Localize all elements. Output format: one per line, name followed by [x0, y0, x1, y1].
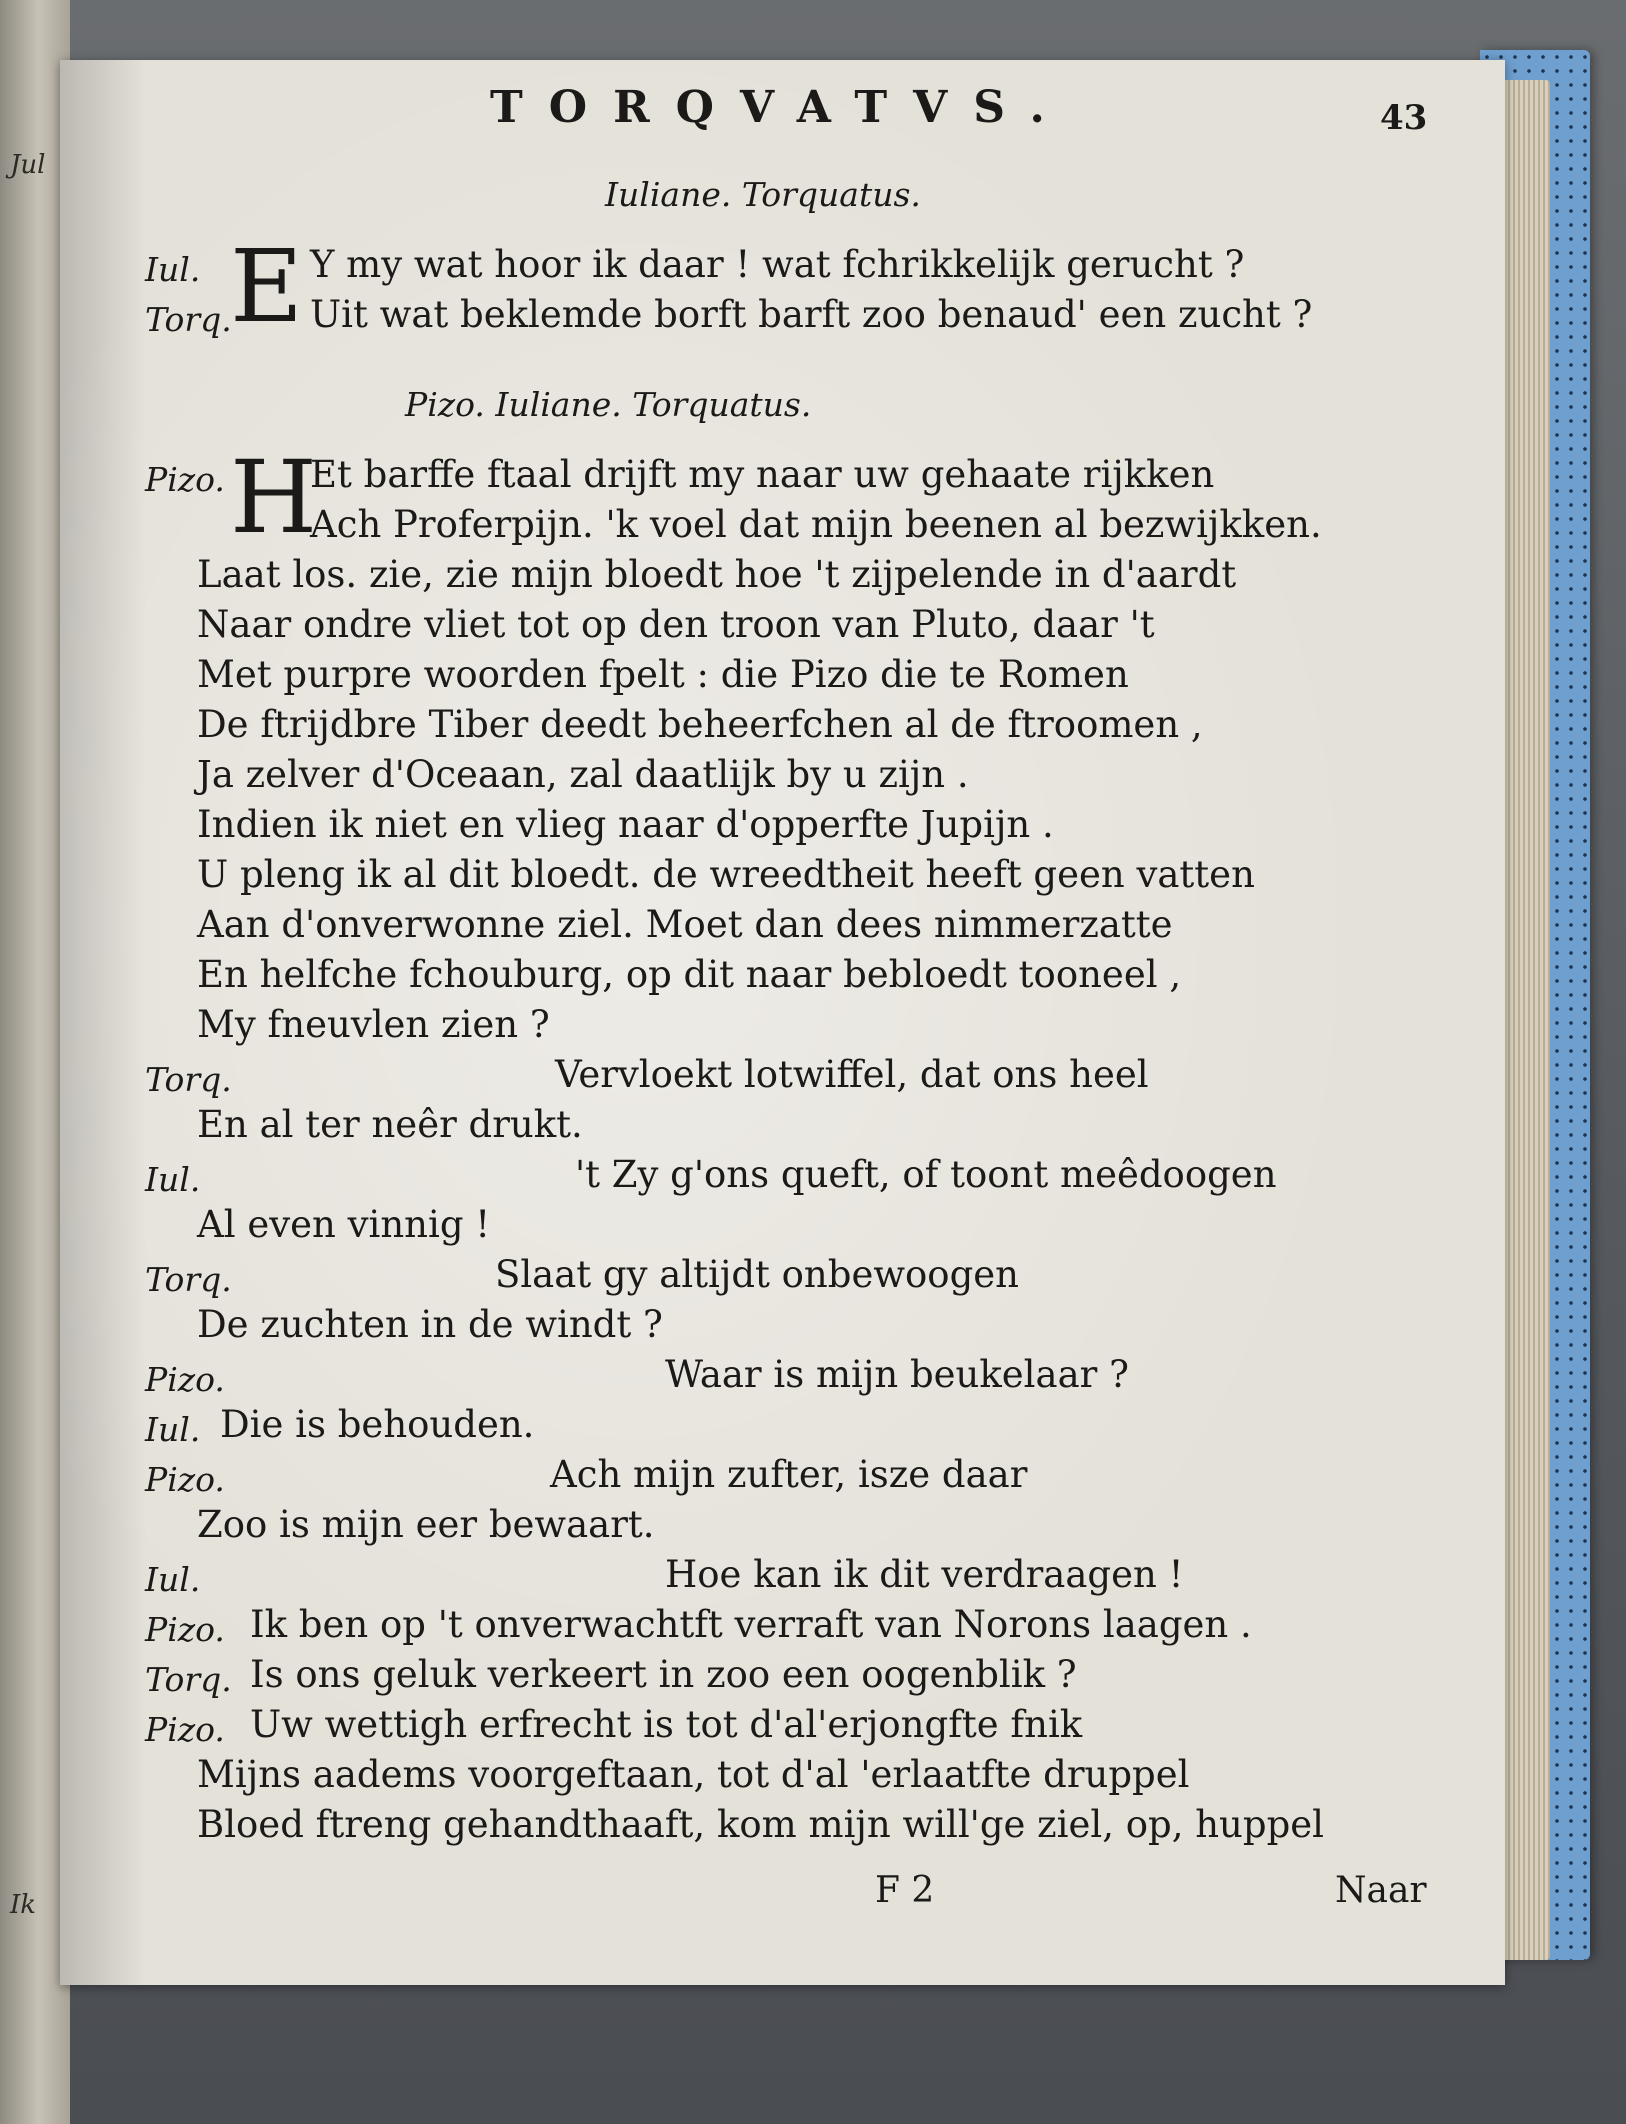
verse-line: Uw wettigh erfrecht is tot d'al'erjongfte fnik	[250, 1703, 1083, 1746]
verse-line: Ach mijn zufter, isze daar	[550, 1453, 1028, 1496]
verse-line: My fneuvlen zien ?	[197, 1003, 550, 1046]
signature-mark: F 2	[875, 1870, 935, 1911]
verse-line: En al ter neêr drukt.	[197, 1103, 583, 1146]
speaker-label: Pizo.	[145, 1460, 225, 1499]
verse-line: De ftrijdbre Tiber deedt beheerfchen al de ftroomen ,	[197, 703, 1203, 746]
speaker-label: Torq.	[145, 1660, 232, 1699]
verse-line: Aan d'onverwonne ziel. Moet dan dees nimmerzatte	[197, 903, 1173, 946]
speaker-label: Pizo.	[145, 1360, 225, 1399]
verse-line: Et barffe ftaal drijft my naar uw gehaate rijkken	[310, 453, 1215, 496]
previous-page-mark: Jul	[10, 150, 46, 180]
drop-cap: E	[230, 228, 303, 345]
verse-line: Mijns aadems voorgeftaan, tot d'al 'erlaatfte druppel	[197, 1753, 1190, 1796]
verse-line: Uit wat beklemde borft barft zoo benaud' een zucht ?	[310, 293, 1313, 336]
speaker-label: Iul.	[145, 1410, 201, 1449]
verse-line: Hoe kan ik dit verdraagen !	[665, 1553, 1184, 1596]
speaker-label: Torq.	[145, 1060, 232, 1099]
verse-line: Vervloekt lotwiffel, dat ons heel	[555, 1053, 1149, 1096]
verse-line: U pleng ik al dit bloedt. de wreedtheit heeft geen vatten	[197, 853, 1255, 896]
speaker-label: Iul.	[145, 250, 201, 289]
catchword: Naar	[1335, 1870, 1427, 1911]
verse-line: Zoo is mijn eer bewaart.	[197, 1503, 655, 1546]
scene-heading: Iuliane. Torquatus.	[605, 175, 921, 214]
speaker-label: Torq.	[145, 1260, 232, 1299]
verse-line: Waar is mijn beukelaar ?	[665, 1353, 1129, 1396]
previous-page-mark: Ik	[10, 1890, 37, 1920]
speaker-label: Iul.	[145, 1160, 201, 1199]
page-number: 43	[1380, 98, 1428, 138]
verse-line: 't Zy g'ons queft, of toont meêdoogen	[575, 1153, 1277, 1196]
verse-line: Ik ben op 't onverwachtft verraft van Norons laagen .	[250, 1603, 1252, 1646]
running-title: TORQVATVS.	[490, 82, 1071, 133]
speaker-label: Torq.	[145, 300, 232, 339]
speaker-label: Iul.	[145, 1560, 201, 1599]
verse-line: Is ons geluk verkeert in zoo een oogenblik ?	[250, 1653, 1077, 1696]
speaker-label: Pizo.	[145, 1610, 225, 1649]
speaker-label: Pizo.	[145, 1710, 225, 1749]
scene-heading: Pizo. Iuliane. Torquatus.	[405, 385, 812, 424]
drop-cap: H	[230, 439, 318, 556]
speaker-label: Pizo.	[145, 460, 225, 499]
verse-line: Laat los. zie, zie mijn bloedt hoe 't zijpelende in d'aardt	[197, 553, 1237, 596]
book-page	[60, 60, 1505, 1985]
verse-line: Met purpre woorden fpelt : die Pizo die te Romen	[197, 653, 1129, 696]
verse-line: Bloed ftreng gehandthaaft, kom mijn will'ge ziel, op, huppel	[197, 1803, 1324, 1846]
verse-line: En helfche fchouburg, op dit naar bebloedt tooneel ,	[197, 953, 1182, 996]
verse-line: De zuchten in de windt ?	[197, 1303, 663, 1346]
verse-line: Ach Proferpijn. 'k voel dat mijn beenen al bezwijkken.	[310, 503, 1322, 546]
verse-line: Naar ondre vliet tot op den troon van Pluto, daar 't	[197, 603, 1155, 646]
verse-line: Die is behouden.	[220, 1403, 535, 1446]
verse-line: Y my wat hoor ik daar ! wat fchrikkelijk gerucht ?	[310, 243, 1245, 286]
verse-line: Al even vinnig !	[197, 1203, 491, 1246]
verse-line: Indien ik niet en vlieg naar d'opperfte Jupijn .	[197, 803, 1054, 846]
page-edges	[1500, 80, 1550, 1960]
verse-line: Ja zelver d'Oceaan, zal daatlijk by u zijn .	[197, 753, 969, 796]
verse-line: Slaat gy altijdt onbewoogen	[495, 1253, 1019, 1296]
